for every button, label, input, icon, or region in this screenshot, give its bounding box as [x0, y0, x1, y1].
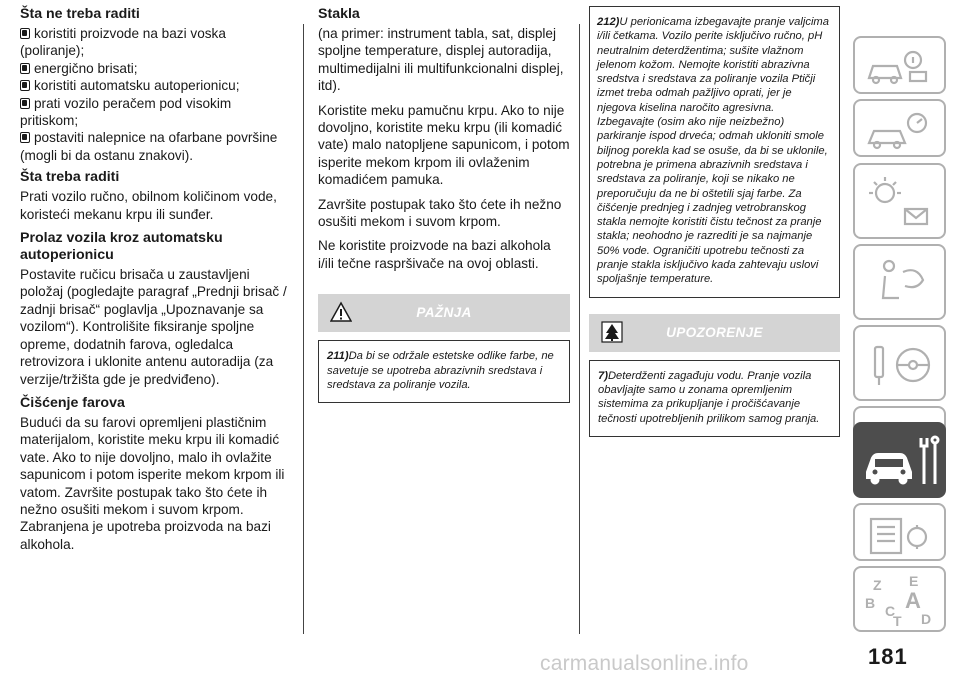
tab-dashboard[interactable] [853, 99, 946, 157]
list-item: koristiti proizvode na bazi voska (poliranje); [20, 26, 226, 59]
warning-lights-icon [855, 165, 948, 241]
index-letter: T [893, 613, 902, 629]
bullet-icon [20, 28, 30, 39]
car-info-icon [855, 38, 948, 96]
warning-body [318, 340, 570, 403]
index-letter: E [909, 573, 919, 589]
column-divider [579, 24, 580, 634]
tab-technical-data[interactable] [853, 503, 946, 561]
bullet-icon [20, 63, 30, 74]
list-item: prati vozilo peračem pod visokim pritiskom; [20, 95, 232, 129]
tab-starting-driving[interactable] [853, 325, 946, 401]
index-letter: C [885, 603, 896, 619]
note-number: 212) [597, 16, 620, 28]
alphabetical-index-icon [855, 568, 948, 634]
bullet-icon [20, 98, 30, 109]
index-letter: B [865, 595, 876, 611]
tab-car-info[interactable] [853, 36, 946, 94]
column-left [20, 6, 292, 560]
page-number: 181 [868, 644, 908, 669]
caution-title: UPOZORENJE [666, 324, 763, 340]
caution-text: Deterdženti zagađuju vodu. Pranje vozila obavljajte samo u zonama opremljenim sistemima za prikupljanje i pročišćavanje tečnosti upotrebljenih prilikom samog pranja. [598, 369, 820, 425]
index-letter: Z [873, 577, 882, 593]
section-title-carwash: Prolaz vozila kroz automatsku autoperionicu [20, 230, 223, 264]
list-item: energično brisati; [20, 60, 292, 77]
paragraph: Prati vozilo ručno, obilnom količinom vode, koristeći mekanu krpu ili sunđer. [20, 189, 277, 222]
column-divider [303, 24, 304, 634]
index-letter: A [905, 588, 921, 613]
paragraph: Ne koristite proizvode na bazi alkohola i/ili tečne raspršivače na ovoj oblasti. [318, 238, 551, 271]
warning-header [318, 294, 570, 332]
warning-text: Da bi se održale estetske odlike farbe, ne savetuje se upotreba abrazivnih sredstava i sredstava za poliranje vozila. [327, 350, 554, 391]
section-title-headlights: Čišćenje farova [20, 394, 125, 411]
paragraph: (na primer: instrument tabla, sat, displej spoljne temperature, displej autoradija, multimedijalni ili multifunkcionalni displej, itd). [318, 26, 564, 94]
section-title-do: Šta treba raditi [20, 169, 120, 186]
key-steering-wheel-icon [855, 327, 948, 403]
list-item: koristiti automatsku autoperionicu; [20, 77, 292, 94]
paragraph: Budući da su farovi opremljeni plastičnim materijalom, koristite meku krpu ili komadić vate. Ako to nije dovoljno, malo ih ovlažite sapunicom i potom isperite mekom krpom ili vatom. Završite postupak tako što ćete ih nežno osušiti mekom i suvom krpom. Zabranjena je upotreba proizvoda na bazi alkohola. [20, 414, 285, 552]
index-letter: D [921, 611, 932, 627]
technical-data-icon [855, 505, 948, 563]
note-number: 211) [327, 350, 349, 363]
dont-list [20, 25, 292, 164]
section-title-glass: Stakla [318, 6, 360, 22]
warning-title: PAŽNJA [416, 305, 472, 321]
paragraph: Završite postupak tako što ćete ih nežno osušiti mekom i suvom krpom. [318, 196, 562, 230]
caution-body [589, 360, 840, 437]
section-title-dont: Šta ne treba raditi [20, 6, 140, 22]
bullet-icon [20, 80, 30, 91]
bullet-icon [20, 132, 30, 143]
column-middle [318, 6, 570, 403]
note-number: 7) [598, 369, 608, 382]
tab-warning-lights[interactable] [853, 163, 946, 239]
airbag-seat-icon [855, 246, 948, 322]
column-right [589, 6, 840, 437]
tab-alphabetical-index[interactable] [853, 566, 946, 632]
note-text: U perionicama izbegavajte pranje valjcima i/ili četkama. Vozilo perite isključivo ručno, pH neutralnim deterdžentima; sušite vlažnom jelenom kožom. Nemojte koristiti abrazivna sredstva i sredstava za poliranje vozila Ptičji izmet treba odmah pažljivo oprati, jer je njegova kiselina naročito agresivna. Izbegavajte (osim ako nije neizbežno) parkiranje ispod drveća; odmah ukloniti smole biljnog porekla kad se osuše, da bi se uklonile, potrebna je primena abrazivnih sredstava i sredstava za poliranje, koji se nikako ne preporučuju da ne bi oštetili sjaj farbe. Za čišćenje prednjeg i zadnjeg vetrobranskog stakla nemojte koristiti čistu tečnost za pranje stakla; neohodno je razrediti je sa najmanje 50% vode. Ograničiti upotrebu tečnosti za pranje stakla isključivo kada zahtevaju uslovi spoljašnje temperature. [597, 16, 829, 286]
caution-header [589, 314, 840, 352]
paragraph: Koristite meku pamučnu krpu. Ako to nije dovoljno, koristite meku krpu (ili komadić vate) malo natopljene sapunicom, i potom isperite mekom krpom ili ovlaženim komadićem pamuka. [318, 102, 570, 188]
tab-safety[interactable] [853, 244, 946, 320]
tab-maintenance[interactable] [853, 422, 946, 498]
note-box [589, 6, 840, 298]
car-maintenance-icon [855, 424, 948, 500]
paragraph: Postavite ručicu brisača u zaustavljeni položaj (pogledajte paragraf „Prednji brisač / zadnji brisač“ poglavlja „Upoznavanje sa vozilom“). Kontrolišite fiksiranje spoljne opreme, dodatnih farova, ogledalca retrovizora i uklonite antenu autoradija (za verzije/tržišta gde je predviđeno). [20, 267, 287, 387]
watermark: carmanualsonline.info [540, 652, 749, 675]
list-item: postaviti nalepnice na ofarbane površine (mogli bi da ostanu znakovi). [20, 130, 278, 163]
car-dashboard-icon [855, 101, 948, 159]
